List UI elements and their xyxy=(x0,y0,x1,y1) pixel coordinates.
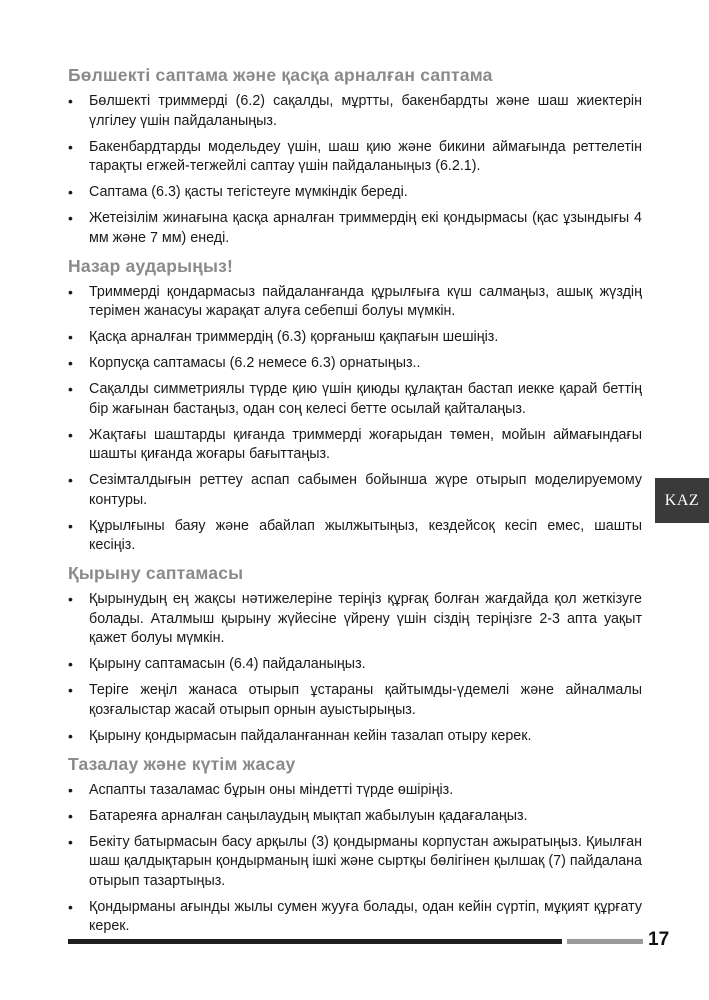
bullet-list-shaving xyxy=(68,590,642,746)
list-item: • Жақтағы шаштарды қиғанда триммерді жоғарыдан төмен, мойын аймағындағы шашты қиғанда жоғары бағыттаңыз. xyxy=(68,426,642,465)
list-item: • Корпусқа саптамасы (6.2 немесе 6.3) орнатыңыз.. xyxy=(68,354,642,374)
list-item: • Жетеізілім жинағына қасқа арналған триммердің екі қондырмасы (қас ұзындығы 4 мм және 7 мм) енеді. xyxy=(68,209,642,248)
list-item: • Бекіту батырмасын басу арқылы (3) қондырманы корпустан ажыратыңыз. Қиылған шаш қалдықтарын қондырманың ішкі және сыртқы бөлігінен қылшақ (7) пайдалана отырып тазартыңыз. xyxy=(68,833,642,892)
list-item: • Батареяға арналған саңылаудың мықтап жабылуын қадағалаңыз. xyxy=(68,807,642,827)
list-item: • Саптама (6.3) қасты тегістеуге мүмкіндік береді. xyxy=(68,183,642,203)
list-item: • Қасқа арналған триммердің (6.3) қорғаныш қақпағын шешіңіз. xyxy=(68,328,642,348)
list-item: • Сақалды симметриялы түрде қию үшін қиюды құлақтан бастап иекке қарай беттің бір жағынан бастаңыз, одан соң келесі бетте осылай қайталаңыз. xyxy=(68,380,642,419)
section-title-attachments: Бөлшекті саптама және қасқа арналған саптама xyxy=(68,65,493,85)
section-title-cleaning: Тазалау және күтім жасау xyxy=(68,753,296,774)
list-item: • Бакенбардтарды модельдеу үшін, шаш қию және бикини аймағында реттелетін тарақты егжей-тегжейлі саптау үшін пайдаланыңыз (6.2.1). xyxy=(68,138,642,177)
section-title-attention: Назар аударыңыз! xyxy=(68,255,234,276)
page-number: 17 xyxy=(648,929,670,950)
page-content xyxy=(68,64,642,943)
list-item: • Құрылғыны баяу және абайлап жылжытыңыз, кездейсоқ кесіп емес, шашты кесіңіз. xyxy=(68,517,642,556)
footer-rule-dark xyxy=(68,939,562,944)
list-item: • Сезімталдығын реттеу аспап сабымен бойынша жүре отырып моделируемому контуры. xyxy=(68,471,642,510)
list-item: • Қондырманы ағынды жылы сумен жууға болады, одан кейін сүртіп, мұқият құрғату керек. xyxy=(68,898,642,937)
bullet-list-attention xyxy=(68,283,642,556)
list-item: • Аспапты тазаламас бұрын оны міндетті түрде өшіріңіз. xyxy=(68,781,642,801)
list-item: • Теріге жеңіл жанаса отырып ұстараны қайтымды-үдемелі және айналмалы қозғалыстар жасай отырып орнын ауыстырыңыз. xyxy=(68,681,642,720)
list-item: • Бөлшекті триммерді (6.2) сақалды, мұртты, бакенбардты және шаш жиектерін үлгілеу үшін пайдаланыңыз. xyxy=(68,92,642,131)
list-item: • Қырыну саптамасын (6.4) пайдаланыңыз. xyxy=(68,655,642,675)
list-item: • Қырыну қондырмасын пайдаланғаннан кейін тазалап отыру керек. xyxy=(68,727,642,747)
footer-rule-gray xyxy=(567,939,643,944)
language-tab: KAZ xyxy=(655,478,709,523)
bullet-list-cleaning xyxy=(68,781,642,937)
section-title-shaving: Қырыну саптамасы xyxy=(68,563,244,583)
list-item: • Қырынудың ең жақсы нәтижелеріне теріңіз құрғақ болған жағдайда қол жеткізуге болады. Аталмыш қырыну жүйесіне үйрену үшін сіздің теріңізге 2-3 апта уақыт қажет болуы мүмкін. xyxy=(68,590,642,649)
list-item: • Триммерді қондармасыз пайдаланғанда құрылғыға күш салмаңыз, ашық жүздің терімен жанасуы жарақат алуға себепші болуы мүмкін. xyxy=(68,283,642,322)
bullet-list-attachments xyxy=(68,92,642,248)
